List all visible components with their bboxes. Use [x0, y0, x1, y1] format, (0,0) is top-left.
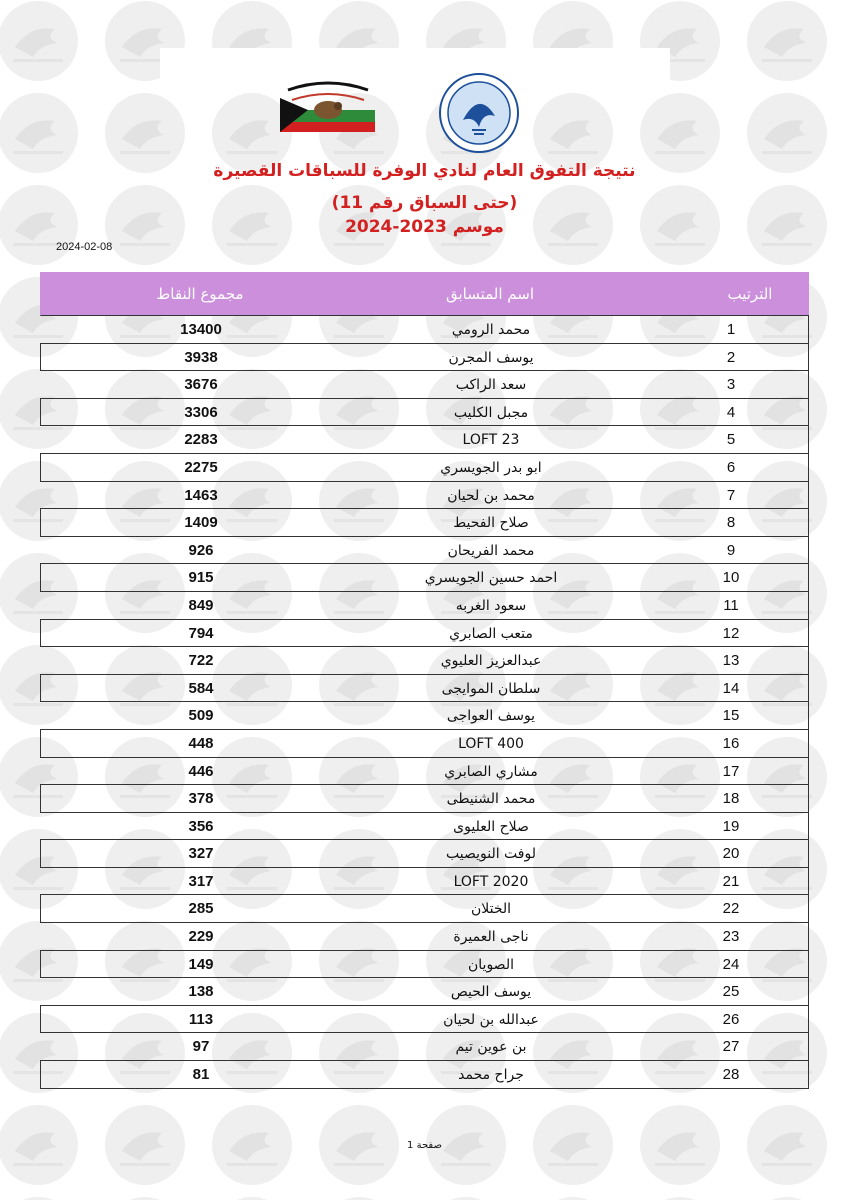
rank-cell: 23 [722, 928, 740, 946]
points-cell: 584 [188, 679, 214, 697]
name-cell: محمد الرومي [451, 322, 531, 338]
points-cell: 794 [188, 624, 214, 642]
table-row [40, 563, 809, 592]
points-cell: 915 [188, 569, 214, 587]
table-row [40, 1005, 809, 1034]
name-cell: محمد الفريحان [447, 542, 535, 559]
points-cell: 327 [188, 845, 214, 863]
points-cell: 926 [188, 541, 214, 559]
title-line-2: (حتى السباق رقم 11) [331, 193, 518, 213]
name-cell: سعود الغربه [455, 597, 527, 614]
rank-cell: 8 [726, 514, 736, 532]
page-number: صفحة 1 [407, 1140, 442, 1151]
name-cell: صلاح العليوى [453, 818, 529, 835]
name-cell: LOFT 400 [458, 735, 524, 752]
points-cell: 2283 [184, 431, 218, 449]
name-cell: سعد الراكب [455, 377, 527, 394]
points-cell: 285 [188, 900, 214, 918]
name-cell: ابو بدر الجويسري [440, 459, 542, 476]
points-cell: 3676 [184, 376, 218, 394]
rank-cell: 14 [722, 679, 740, 697]
column-header-rank: الترتيب [727, 285, 773, 303]
name-cell: الختلان [470, 901, 512, 918]
club-logo [280, 80, 375, 138]
points-cell: 1463 [184, 486, 218, 504]
name-cell: يوسف الحيص [450, 984, 532, 1001]
rank-cell: 12 [722, 624, 740, 642]
table-row [40, 508, 809, 537]
rank-cell: 22 [722, 900, 740, 918]
table-row [40, 729, 809, 758]
name-cell: عبدالعزيز العليوي [440, 653, 542, 670]
rank-cell: 3 [726, 376, 736, 394]
column-header-points: مجموع النقاط [156, 285, 244, 303]
rank-cell: 16 [722, 734, 740, 752]
column-header-name: اسم المتسابق [445, 285, 535, 303]
table-row [40, 591, 809, 620]
name-cell: سلطان الموايجى [441, 680, 541, 697]
rank-cell: 28 [722, 1066, 740, 1084]
name-cell: صلاح الفحيط [453, 515, 529, 532]
table-row [40, 894, 809, 923]
federation-logo [438, 72, 520, 154]
rank-cell: 5 [726, 431, 736, 449]
rank-cell: 10 [722, 569, 740, 587]
table-row [40, 370, 809, 399]
rank-cell: 25 [722, 983, 740, 1001]
rank-cell: 1 [726, 321, 736, 338]
points-cell: 1409 [184, 514, 218, 532]
points-cell: 317 [188, 872, 214, 890]
name-cell: احمد حسين الجويسري [424, 570, 558, 587]
season-label: موسم 2023-2024 [345, 217, 504, 237]
points-cell: 113 [188, 1010, 214, 1028]
points-cell: 3306 [184, 403, 218, 421]
rank-cell: 2 [726, 348, 736, 366]
points-cell: 138 [188, 983, 214, 1001]
points-cell: 81 [192, 1066, 210, 1084]
table-row [40, 619, 809, 648]
points-cell: 149 [188, 955, 214, 973]
rank-cell: 19 [722, 817, 740, 835]
table-row [40, 536, 809, 565]
points-cell: 509 [188, 707, 214, 725]
rank-cell: 21 [722, 872, 740, 890]
table-header [40, 272, 809, 316]
rank-cell: 9 [726, 541, 736, 559]
table-row [40, 453, 809, 482]
name-cell: بن عوين تيم [455, 1039, 527, 1056]
name-cell: متعب الصابري [449, 625, 533, 642]
name-cell: عبدالله بن لحيان [443, 1011, 539, 1028]
table-row [40, 1060, 809, 1089]
table-row [40, 674, 809, 703]
table-row [40, 425, 809, 454]
points-cell: 2275 [184, 458, 218, 476]
name-cell: يوسف العواجى [446, 708, 536, 725]
results-table-body [40, 316, 809, 1089]
points-cell: 378 [188, 790, 214, 808]
name-cell: مشاري الصابري [444, 763, 538, 780]
table-row [40, 784, 809, 813]
rank-cell: 18 [722, 790, 740, 808]
name-cell: يوسف المجرن [448, 349, 534, 366]
table-row [40, 839, 809, 868]
points-cell: 722 [188, 652, 214, 670]
points-cell: 229 [188, 928, 214, 946]
points-cell: 3938 [184, 348, 218, 366]
points-cell: 446 [188, 762, 214, 780]
table-row [40, 812, 809, 841]
rank-cell: 13 [722, 652, 740, 670]
table-row [40, 867, 809, 896]
points-cell: 356 [188, 817, 214, 835]
points-cell: 13400 [180, 321, 222, 338]
rank-cell: 11 [723, 596, 739, 614]
rank-cell: 20 [722, 845, 740, 863]
table-row [40, 481, 809, 510]
report-date: 2024-02-08 [56, 241, 113, 253]
table-row [40, 757, 809, 786]
table-row [40, 922, 809, 951]
name-cell: محمد بن لحيان [447, 487, 535, 504]
rank-cell: 26 [722, 1010, 740, 1028]
points-cell: 849 [188, 596, 214, 614]
table-row [40, 950, 809, 979]
name-cell: محمد الشنيطى [446, 791, 536, 808]
name-cell: مجبل الكليب [453, 404, 529, 421]
table-row [40, 315, 809, 344]
points-cell: 97 [192, 1038, 210, 1056]
name-cell: جراح محمد [458, 1067, 524, 1084]
name-cell: الصويان [468, 956, 514, 973]
name-cell: لوفت النويصيب [445, 846, 536, 863]
rank-cell: 24 [722, 955, 740, 973]
header-blank-bar [160, 48, 670, 84]
table-row [40, 343, 809, 372]
rank-cell: 27 [722, 1038, 740, 1056]
rank-cell: 4 [726, 403, 736, 421]
rank-cell: 17 [722, 762, 740, 780]
table-row [40, 701, 809, 730]
table-row [40, 646, 809, 675]
rank-cell: 6 [726, 458, 736, 476]
rank-cell: 15 [722, 707, 740, 725]
table-row [40, 1032, 809, 1061]
name-cell: ناجى العميرة [453, 929, 529, 946]
table-row [40, 398, 809, 427]
points-cell: 448 [188, 734, 214, 752]
title-line-1: نتيجة التفوق العام لنادي الوفرة للسباقات القصيرة [213, 161, 636, 181]
name-cell: LOFT 23 [462, 432, 520, 449]
name-cell: LOFT 2020 [453, 873, 529, 890]
rank-cell: 7 [726, 486, 736, 504]
table-row [40, 977, 809, 1006]
